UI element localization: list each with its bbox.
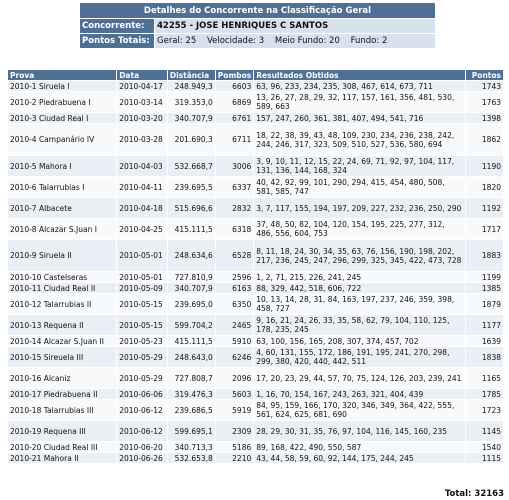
pombos-cell: 6318 [215, 219, 253, 240]
pombos-cell: 6869 [215, 92, 253, 113]
pontos-cell: 1540 [466, 442, 504, 453]
col-prova: Prova [8, 70, 117, 81]
col-pombos: Pombos [215, 70, 253, 81]
pontos-cell: 1385 [466, 283, 504, 294]
prova-cell: 2010-14 Alcazar S.Juan II [8, 336, 117, 347]
resultados-cell: 40, 42, 92, 99, 101, 290, 294, 415, 454, 480, 508, 581, 585, 747 [254, 177, 466, 198]
pombos-cell: 5910 [215, 336, 253, 347]
pontos-cell: 1165 [466, 368, 504, 389]
prova-cell: 2010-18 Talarrubias III [8, 400, 117, 421]
pontos-meio-fundo: Meio Fundo: 20 [274, 36, 340, 46]
concorrente-label: Concorrente: [80, 19, 154, 33]
resultados-cell: 1, 2, 71, 215, 226, 241, 245 [254, 272, 466, 283]
resultados-cell: 89, 168, 422, 490, 550, 587 [254, 442, 466, 453]
prova-cell: 2010-12 Talarrubias II [8, 294, 117, 315]
resultados-cell: 43, 44, 58, 59, 60, 92, 144, 175, 244, 245 [254, 453, 466, 464]
pontos-totais-label: Pontos Totais: [80, 34, 154, 48]
resultados-cell: 88, 329, 442, 518, 606, 722 [254, 283, 466, 294]
pontos-cell: 1115 [466, 453, 504, 464]
pontos-geral: Geral: 25 [157, 36, 197, 46]
data-cell: 2010-04-18 [117, 198, 168, 219]
pontos-fundo: Fundo: 2 [350, 36, 388, 46]
pombos-cell: 2309 [215, 421, 253, 442]
col-pontos: Pontos [466, 70, 504, 81]
distancia-cell: 239.686,5 [167, 400, 215, 421]
pontos-cell: 1190 [466, 156, 504, 177]
prova-cell: 2010-11 Ciudad Real II [8, 283, 117, 294]
pontos-cell: 1763 [466, 92, 504, 113]
prova-cell: 2010-16 Alcaniz [8, 368, 117, 389]
distancia-cell: 239.695,0 [167, 294, 215, 315]
data-cell: 2010-03-28 [117, 124, 168, 156]
data-cell: 2010-05-15 [117, 315, 168, 336]
table-row [8, 240, 504, 272]
pombos-cell: 6528 [215, 240, 253, 272]
prova-cell: 2010-7 Albacete [8, 198, 117, 219]
data-cell: 2010-04-17 [117, 81, 168, 92]
pontos-cell: 1717 [466, 219, 504, 240]
pombos-cell: 2832 [215, 198, 253, 219]
pombos-cell: 6711 [215, 124, 253, 156]
pombos-cell: 6163 [215, 283, 253, 294]
pontos-cell: 1862 [466, 124, 504, 156]
pombos-cell: 2096 [215, 368, 253, 389]
data-cell: 2010-06-12 [117, 421, 168, 442]
resultados-cell: 3, 9, 10, 11, 12, 15, 22, 24, 69, 71, 92, 97, 104, 117, 131, 136, 144, 168, 324 [254, 156, 466, 177]
pontos-cell: 1883 [466, 240, 504, 272]
total-value: 32163 [474, 489, 504, 499]
distancia-cell: 599.695,1 [167, 421, 215, 442]
prova-cell: 2010-21 Mahora II [8, 453, 117, 464]
distancia-cell: 340.707,9 [167, 283, 215, 294]
prova-cell: 2010-10 Castelseras [8, 272, 117, 283]
resultados-cell: 18, 22, 38, 39, 43, 48, 109, 230, 234, 236, 238, 242, 244, 246, 317, 323, 509, 510, 527, 536, 580, 694 [254, 124, 466, 156]
distancia-cell: 340.707,9 [167, 113, 215, 124]
distancia-cell: 248.643,0 [167, 347, 215, 368]
prova-cell: 2010-15 Sireuela III [8, 347, 117, 368]
distancia-cell: 532.668,7 [167, 156, 215, 177]
resultados-cell: 157, 247, 260, 361, 381, 407, 494, 541, 716 [254, 113, 466, 124]
distancia-cell: 415.111,5 [167, 336, 215, 347]
pontos-cell: 1192 [466, 198, 504, 219]
distancia-cell: 201.690,3 [167, 124, 215, 156]
table-row [8, 453, 504, 464]
resultados-cell: 1, 16, 70, 154, 167, 243, 263, 321, 404, 439 [254, 389, 466, 400]
pontos-cell: 1639 [466, 336, 504, 347]
data-cell: 2010-05-23 [117, 336, 168, 347]
pombos-cell: 6246 [215, 347, 253, 368]
pombos-cell: 6350 [215, 294, 253, 315]
distancia-cell: 248.634,6 [167, 240, 215, 272]
data-cell: 2010-05-15 [117, 294, 168, 315]
pontos-cell: 1199 [466, 272, 504, 283]
table-row [8, 294, 504, 315]
distancia-cell: 319.476,3 [167, 389, 215, 400]
resultados-cell: 4, 60, 131, 155, 172, 186, 191, 195, 241, 270, 298, 299, 380, 420, 440, 442, 511 [254, 347, 466, 368]
results-table [7, 69, 504, 464]
pombos-cell: 6603 [215, 81, 253, 92]
prova-cell: 2010-1 Siruela I [8, 81, 117, 92]
col-resultados: Resultados Obtidos [254, 70, 466, 81]
resultados-cell: 13, 26, 27, 28, 29, 32, 117, 157, 161, 356, 481, 530, 589, 663 [254, 92, 466, 113]
data-cell: 2010-05-01 [117, 272, 168, 283]
competitor-summary [79, 2, 436, 49]
resultados-cell: 63, 96, 233, 234, 235, 308, 467, 614, 673, 711 [254, 81, 466, 92]
resultados-cell: 10, 13, 14, 28, 31, 84, 163, 197, 237, 246, 359, 398, 458, 727 [254, 294, 466, 315]
data-cell: 2010-03-14 [117, 92, 168, 113]
pombos-cell: 5603 [215, 389, 253, 400]
table-row [8, 336, 504, 347]
distancia-cell: 248.949,3 [167, 81, 215, 92]
pontos-cell: 1398 [466, 113, 504, 124]
distancia-cell: 515.696,6 [167, 198, 215, 219]
table-row [8, 124, 504, 156]
data-cell: 2010-06-12 [117, 400, 168, 421]
table-row [8, 421, 504, 442]
concorrente-name: 42255 - JOSE HENRIQUES C SANTOS [157, 21, 329, 31]
pombos-cell: 2596 [215, 272, 253, 283]
resultados-cell: 63, 100, 156, 165, 208, 307, 374, 457, 702 [254, 336, 466, 347]
pontos-cell: 1723 [466, 400, 504, 421]
data-cell: 2010-05-29 [117, 347, 168, 368]
pombos-cell: 5919 [215, 400, 253, 421]
table-row [8, 272, 504, 283]
data-cell: 2010-06-06 [117, 389, 168, 400]
prova-cell: 2010-13 Requena II [8, 315, 117, 336]
resultados-cell: 37, 48, 50, 82, 104, 120, 154, 195, 225, 277, 312, 486, 556, 604, 753 [254, 219, 466, 240]
table-row [8, 113, 504, 124]
distancia-cell: 319.353,0 [167, 92, 215, 113]
data-cell: 2010-05-01 [117, 240, 168, 272]
resultados-cell: 9, 16, 21, 24, 26, 33, 35, 58, 62, 79, 104, 110, 125, 178, 235, 245 [254, 315, 466, 336]
pombos-cell: 2210 [215, 453, 253, 464]
prova-cell: 2010-9 Siruela II [8, 240, 117, 272]
data-cell: 2010-06-26 [117, 453, 168, 464]
prova-cell: 2010-19 Requena III [8, 421, 117, 442]
distancia-cell: 415.111,5 [167, 219, 215, 240]
pombos-cell: 2465 [215, 315, 253, 336]
distancia-cell: 340.713,3 [167, 442, 215, 453]
table-row [8, 219, 504, 240]
data-cell: 2010-03-20 [117, 113, 168, 124]
prova-cell: 2010-3 Ciudad Real I [8, 113, 117, 124]
pombos-cell: 3006 [215, 156, 253, 177]
col-data: Data [117, 70, 168, 81]
table-row [8, 198, 504, 219]
resultados-cell: 17, 20, 23, 29, 44, 57, 70, 75, 124, 126, 203, 239, 241 [254, 368, 466, 389]
distancia-cell: 532.653,8 [167, 453, 215, 464]
table-row [8, 283, 504, 294]
resultados-cell: 8, 11, 18, 24, 30, 34, 35, 63, 76, 156, 190, 198, 202, 217, 236, 245, 247, 296, 299, 325, 345, 422, 473, 728 [254, 240, 466, 272]
pontos-totais-values [155, 34, 435, 48]
pontos-cell: 1145 [466, 421, 504, 442]
prova-cell: 2010-20 Ciudad Real III [8, 442, 117, 453]
distancia-cell: 727.810,9 [167, 272, 215, 283]
pombos-cell: 6761 [215, 113, 253, 124]
pombos-cell: 5186 [215, 442, 253, 453]
table-row [8, 81, 504, 92]
concorrente-value [155, 19, 435, 33]
data-cell: 2010-06-20 [117, 442, 168, 453]
table-row [8, 315, 504, 336]
table-row [8, 389, 504, 400]
table-row [8, 156, 504, 177]
data-cell: 2010-05-29 [117, 368, 168, 389]
pontos-cell: 1838 [466, 347, 504, 368]
distancia-cell: 727.808,7 [167, 368, 215, 389]
data-cell: 2010-05-09 [117, 283, 168, 294]
table-row [8, 347, 504, 368]
table-header-row [8, 70, 504, 81]
table-row [8, 368, 504, 389]
table-row [8, 442, 504, 453]
col-distancia: Distância [167, 70, 215, 81]
prova-cell: 2010-6 Talarrubias I [8, 177, 117, 198]
distancia-cell: 239.695,5 [167, 177, 215, 198]
resultados-cell: 84, 95, 159, 166, 170, 320, 346, 349, 364, 422, 555, 561, 624, 625, 681, 690 [254, 400, 466, 421]
prova-cell: 2010-4 Campanário IV [8, 124, 117, 156]
data-cell: 2010-04-25 [117, 219, 168, 240]
pontos-cell: 1785 [466, 389, 504, 400]
pombos-cell: 6337 [215, 177, 253, 198]
table-row [8, 177, 504, 198]
table-row [8, 92, 504, 113]
prova-cell: 2010-17 Piedrabuena II [8, 389, 117, 400]
pontos-cell: 1177 [466, 315, 504, 336]
summary-title: Detalhes do Concorrente na Classificação Geral [80, 3, 435, 18]
table-row [8, 400, 504, 421]
data-cell: 2010-04-03 [117, 156, 168, 177]
pontos-cell: 1820 [466, 177, 504, 198]
pontos-cell: 1879 [466, 294, 504, 315]
resultados-cell: 3, 7, 117, 155, 194, 197, 209, 227, 232, 236, 250, 290 [254, 198, 466, 219]
total-label: Total: [444, 489, 472, 499]
resultados-cell: 28, 29, 30, 31, 35, 76, 97, 104, 116, 145, 160, 235 [254, 421, 466, 442]
pontos-velocidade: Velocidade: 3 [206, 36, 265, 46]
pontos-cell: 1743 [466, 81, 504, 92]
data-cell: 2010-04-11 [117, 177, 168, 198]
distancia-cell: 599.704,2 [167, 315, 215, 336]
prova-cell: 2010-5 Mahora I [8, 156, 117, 177]
total-points [445, 489, 504, 499]
prova-cell: 2010-8 Alcazar S.Juan I [8, 219, 117, 240]
prova-cell: 2010-2 Piedrabuena I [8, 92, 117, 113]
